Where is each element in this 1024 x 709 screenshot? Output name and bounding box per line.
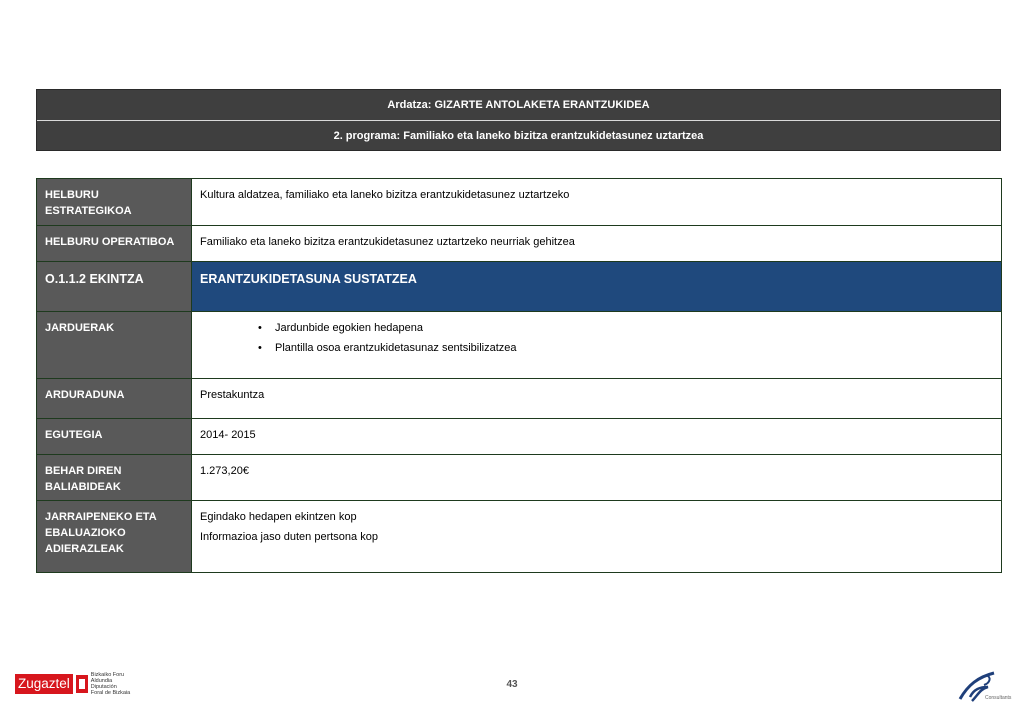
list-item: • Jardunbide egokien hedapena bbox=[200, 318, 993, 338]
bizkaia-logo-text: Bizkaiko Foru Aldundia Diputación Foral de Bizkaia bbox=[90, 672, 131, 696]
operative-label: HELBURU OPERATIBOA bbox=[37, 226, 192, 262]
indicator-item: Egindako hedapen ekintzen kop bbox=[200, 511, 357, 523]
activities-list bbox=[200, 318, 993, 358]
program-header bbox=[36, 89, 1001, 151]
table-row bbox=[37, 312, 1002, 379]
table-row bbox=[37, 179, 1002, 226]
strategic-label: HELBURU ESTRATEGIKOA bbox=[37, 179, 192, 226]
activities-value bbox=[192, 312, 1002, 379]
table-row bbox=[37, 419, 1002, 455]
responsible-value: Prestakuntza bbox=[192, 379, 1002, 419]
table-row bbox=[37, 501, 1002, 573]
zugaztel-wordmark: Zugaztel bbox=[15, 674, 73, 694]
table-row bbox=[37, 226, 1002, 262]
indicators-value bbox=[192, 501, 1002, 573]
bizkaia-emblem-icon bbox=[76, 675, 88, 693]
program-title: 2. programa: Familiako eta laneko bizitza erantzukidetasunez uztartzea bbox=[333, 130, 704, 142]
indicators-label: JARRAIPENEKO ETA EBALUAZIOKO ADIERAZLEAK bbox=[37, 501, 192, 573]
responsible-label: ARDURADUNA bbox=[37, 379, 192, 419]
strategic-value: Kultura aldatzea, familiako eta laneko bizitza erantzukidetasunez uztartzeko bbox=[192, 179, 1002, 226]
operative-value: Familiako eta laneko bizitza erantzukidetasunez uztartzeko neurriak gehitzea bbox=[192, 226, 1002, 262]
action-table bbox=[36, 178, 1002, 573]
page-number: 43 bbox=[506, 679, 518, 690]
action-value: ERANTZUKIDETASUNA SUSTATZEA bbox=[192, 262, 1002, 312]
resources-label: BEHAR DIREN BALIABIDEAK bbox=[37, 455, 192, 501]
activities-label: JARDUERAK bbox=[37, 312, 192, 379]
calendar-label: EGUTEGIA bbox=[37, 419, 192, 455]
list-item: • Plantilla osoa erantzukidetasunaz sentsibilizatzea bbox=[200, 338, 993, 358]
axis-title: Ardatza: GIZARTE ANTOLAKETA ERANTZUKIDEA bbox=[387, 99, 650, 111]
table-row bbox=[37, 455, 1002, 501]
action-label: O.1.1.2 EKINTZA bbox=[37, 262, 192, 312]
zugaztel-logo bbox=[15, 672, 130, 696]
calendar-value: 2014- 2015 bbox=[192, 419, 1002, 455]
table-row bbox=[37, 379, 1002, 419]
indicator-item: Informazioa jaso duten pertsona kop bbox=[200, 531, 378, 543]
table-row bbox=[37, 262, 1002, 312]
consultants-caption: Consultants bbox=[985, 695, 1012, 701]
resources-value: 1.273,20€ bbox=[192, 455, 1002, 501]
